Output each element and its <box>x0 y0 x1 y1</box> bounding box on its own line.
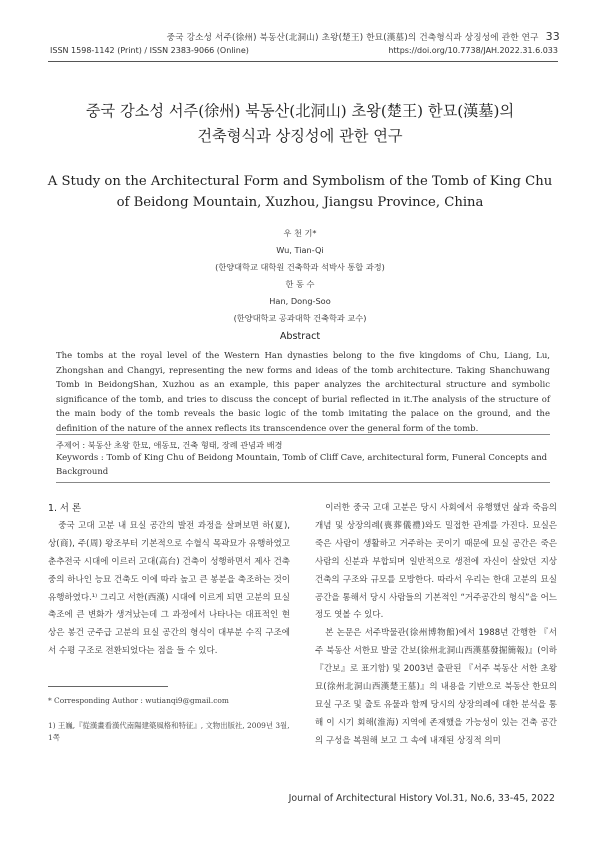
keywords-rule-bottom <box>56 482 550 483</box>
keywords-rule-top <box>56 434 550 435</box>
header-rule <box>48 61 558 62</box>
author-block <box>60 225 540 327</box>
author-2-affiliation: (한양대학교 공과대학 건축학과 교수) <box>233 313 367 323</box>
footnote-1: 1) 王巍,『從漢畫看漢代南陽建築風格和特征』, 文物出版社, 2009년 3월, 1쪽 <box>48 721 290 742</box>
keywords-korean: 주제어 : 북동산 초왕 한묘, 애동묘, 건축 형태, 장례 관념과 배경 <box>56 440 283 450</box>
author-1-name-en: Wu, Tian-Qi <box>276 245 324 255</box>
author-1-name-ko: 우 천 기* <box>283 228 317 238</box>
issn-doi-line <box>50 46 558 55</box>
body-column-left <box>48 500 290 661</box>
footnote-corresponding-author: * Corresponding Author : wutianqi9@gmail.com <box>48 696 229 705</box>
running-title: 중국 강소성 서주(徐州) 북동산(北洞山) 초왕(楚王) 한묘(漢墓)의 건축형식과 상징성에 관한 연구 <box>166 33 539 43</box>
author-2-name-ko: 한 동 수 <box>285 279 315 289</box>
running-head <box>0 30 560 43</box>
keywords-english: Keywords : Tomb of King Chu of Beidong Mountain, Tomb of Cliff Cave, architectural form, Funeral Concepts and Background <box>56 453 548 478</box>
title-english-line2: of Beidong Mountain, Xuzhou, Jiangsu Province, China <box>116 195 484 210</box>
paragraph: 중국 고대 고분 내 묘실 공간의 발전 과정을 살펴보면 하(夏), 상(商), 주(周) 왕조부터 기본적으로 수혈식 목곽묘가 유행하였고 춘추전국 시대에 이르러 고대(高台) 건축이 성행하면서 제사 건축 중의 하나인 능묘 건축도 이에 따라 높고 큰 봉분을 축조하는 것이 유행하였다.¹⁾ 그리고 서한(西漢) 시대에 이르게 되면 고분의 묘실 축조에 큰 변화가 생겨났는데 그 과정에서 나타나는 대표적인 현상은 봉건 군주급 고분의 묘실 공간의 형식이 대부분 수직 구조에서 수평 구조로 전환되었다는 점을 들 수 있다. <box>48 520 290 657</box>
paragraph: 본 논문은 서주박물관(徐州博物館)에서 1988년 간행한 『서주 북동산 서한묘 발굴 간보(徐州北洞山西漢墓發掘簡報)』(이하 『간보』로 표기함) 및 2003년 출판된 『서주 북동산 서한 초왕묘(徐州北洞山西漢楚王墓)』의 내용을 기반으로 북동산 한묘의 묘실 구조 및 출토 유물과 함께 당시의 상장의례에 대한 분석을 통해 이 시기 회해(淮海) 지역에 존재했을 가능성이 있는 건축 공간의 구성을 복원해 보고 그 속에 내재된 상징적 의미 <box>315 628 557 746</box>
abstract-text: The tombs at the royal level of the Western Han dynasties belong to the five kingdoms of Chu, Liang, Lu, Zhongshan and Changyi, representing the new forms and ideas of the tomb architecture. Taking Shanchuwang Tomb in BeidongShan, Xuzhou as an example, this paper analyzes the architectural structure and symbolic significance of the tomb, and tries to discuss the concept of burial reflected in it.The analysis of the structure of the main body of the tomb reveals the basic logic of the tomb imitating the palace on the ground, and the definition of the nature of the annex reflects its transcendence over the general form of the tomb. <box>56 351 550 434</box>
title-korean-line1: 중국 강소성 서주(徐州) 북동산(北洞山) 초왕(楚王) 한묘(漢墓)의 <box>85 102 515 120</box>
title-korean-line2: 건축형식과 상징성에 관한 연구 <box>197 127 403 145</box>
abstract-heading: Abstract <box>279 331 321 342</box>
journal-footer: Journal of Architectural History Vol.31, No.6, 33-45, 2022 <box>288 793 555 804</box>
title-english-line1: A Study on the Architectural Form and Symbolism of the Tomb of King Chu <box>47 174 553 189</box>
title-english <box>40 171 560 213</box>
section-heading-introduction: 1. 서 론 <box>48 503 82 514</box>
author-1-affiliation: (한양대학교 대학원 건축학과 석박사 통합 과정) <box>215 262 385 272</box>
paragraph: 이러한 중국 고대 고분은 당시 사회에서 유행했던 삶과 죽음의 개념 및 상장의례(喪葬儀禮)와도 밀접한 관계를 가진다. 묘실은 죽은 사람이 생활하고 거주하는 곳이기 때문에 묘실 공간은 죽은 사람의 신분과 부합되며 일반적으로 생전에 자신이 살았던 지상 건축의 구조와 규모를 모방한다. 따라서 우리는 한대 고분의 묘실 공간을 통해서 당시 사람들의 기본적인 “거주공간의 형식”을 어느 정도 엿볼 수 있다. <box>315 503 557 621</box>
issn: ISSN 1598-1142 (Print) / ISSN 2383-9066 (Online) <box>50 46 249 55</box>
title-korean <box>40 99 560 149</box>
doi[interactable]: https://doi.org/10.7738/JAH.2022.31.6.033 <box>388 46 558 55</box>
body-column-right <box>315 500 557 751</box>
page-number: 33 <box>545 30 560 43</box>
author-2-name-en: Han, Dong-Soo <box>269 296 331 306</box>
footnote-rule <box>48 686 168 687</box>
